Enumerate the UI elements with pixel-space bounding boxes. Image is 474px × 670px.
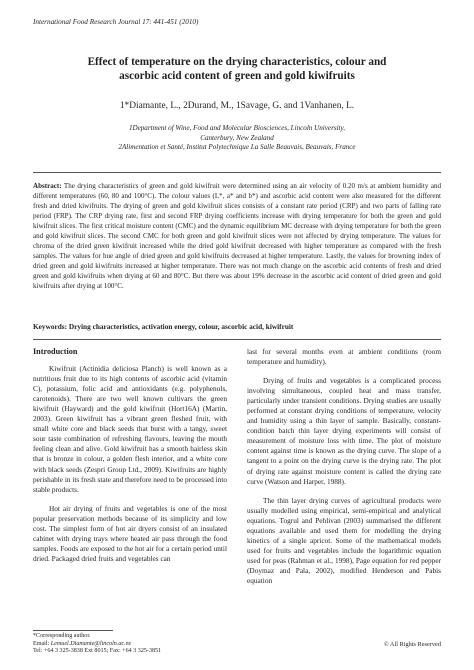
right-paragraph-2: Drying of fruits and vegetables is a complicated process involving simultaneous, coupled heat and mass transfer, particularly under transient conditions. Drying studies are usually performed at constant drying conditions of temperature, velocity and humidity using a thin layer of sample. Basically, constant-condition batch thin layer drying experiments will consist of measurement of moisture loss with time. The plot of moisture content against time is known as the drying curve. The slope of a tangent to a point on the drying curve is the drying rate. The plot of drying rate against moisture content is called the drying rate curve (Watson and Harper, 1988). — [247, 376, 441, 486]
abstract-text: The drying characteristics of green and gold kiwifruit were determined using an air velocity of 0.20 m/s at ambient humidity and different temperatures (60, 80 and 100°C). The colour values (L*, a* and b*) and ascorbic acid content were also measured for the different fresh and dried kiwifruits. The drying of green and gold kiwifruit slices consists of a constant rate period (CRP) and two parts of falling rate period (FRP). The CRP drying rate, first and second FRP drying coefficients increase with drying temperature for both the green and gold kiwifruit slices. The first critical moisture content (CMC) and the dynamic equilibrium MC decrease with drying temperature for both the green and gold kiwifruit slices. The second CMC for both green and gold kiwifruit slices were not affected by drying temperature. The values for chroma of the dried green kiwifruit increased while the dried gold kiwifruit decreased with higher temperature as compared with the fresh samples. The values for hue angle of dried green and gold kiwifruits decreased at higher temperature. Lastly, the values for browning index of dried green and gold kiwifruits increased at higher temperature. There was not much change on the ascorbic acid contents of fresh and dried green and gold kiwifruits when drying at 60 and 80°C. But there was about 19% decrease in the ascorbic acid content of dried green and gold kiwifruits after drying at 100°C. — [33, 182, 441, 291]
right-paragraph-1: last for several months even at ambient conditions (room temperature and humidity). — [247, 347, 441, 367]
section-heading-introduction: Introduction — [33, 347, 78, 356]
title-line-2: ascorbic acid content of green and gold kiwifruits — [119, 70, 355, 82]
footnote — [33, 633, 441, 656]
keywords: Keywords: Drying characteristics, activation energy, colour, ascorbic acid, kiwifruit — [33, 322, 294, 331]
corresponding-author: *Corresponding author. — [33, 633, 91, 639]
author-list: 1*Diamante, L., 2Durand, M., 1Savage, G. and 1Vanhanen, L. — [119, 101, 355, 111]
affiliation-line-2: Canterbury, New Zealand — [200, 133, 274, 142]
right-column — [247, 347, 441, 586]
affiliations — [40, 124, 434, 153]
abstract — [33, 181, 441, 292]
title-line-1: Effect of temperature on the drying characteristics, colour and — [87, 56, 387, 68]
paper-title — [40, 55, 434, 83]
footnote-rule — [33, 630, 113, 631]
intro-paragraph-1: Kiwifruit (Actinidia deliciosa Planch) is well known as a nutritious fruit due to its high contents of ascorbic acid (vitamin C), potassium, folic acid and antioxidants (e.g. polyphenols, carotenoids). There are two well known cultivars the green kiwifruit (Hayward) and the gold kiwifruit (Hort16A) (Martin, 2003). Green kiwifruit has a vibrant green fleshed fruit, with small white core and black seeds that burst with a tangy, sweet sour taste combination of refreshing flavours, leaving the mouth feeling clean and alive. Gold kiwifruit has a smooth hairless skin that is bronze in colour, a golden flesh interior, and a white core with black seeds (Zespri Group Ltd., 2009). Kiwifruits are highly perishable in its fresh state and therefore need to be processed into stable products. — [33, 364, 227, 494]
copyright-notice: © All Rights Reserved — [383, 641, 441, 648]
affiliation-line-3: 2Alimentation et Santé, Institut Polytechnique La Salle Beauvais, Beauvais, France — [118, 143, 356, 152]
abstract-top-rule — [33, 172, 441, 173]
left-column — [33, 347, 227, 564]
affiliation-line-1: 1Department of Wine, Food and Molecular Biosciences, Lincoln University, — [128, 124, 346, 132]
abstract-label: Abstract: — [33, 182, 62, 190]
journal-header: International Food Research Journal 17: 441-451 (2010) — [33, 18, 199, 26]
email-address: Lemuel.Diamante@lincoln.ac.nz — [50, 640, 132, 647]
intro-paragraph-2: Hot air drying of fruits and vegetables is one of the most popular preservation methods because of its simplicity and low cost. The simplest form of hot air dryers consist of an insulated cabinet with drying trays where heated air pass through the food samples. Foods are exposed to the hot air for a certain period until dried. Packaged dried fruits and vegetables can — [33, 503, 227, 563]
phone-fax: Tel: +64 3 325-3838 Ext 8015; Fax: +64 3 325-3851 — [33, 648, 162, 655]
email-line — [33, 641, 441, 649]
right-paragraph-3: The thin layer drying curves of agricultural products were usually modelled using empirical, semi-empirical and analytical equations. Togrul and Pehlivan (2003) summarised the different equations available and used them for modelling the drying kinetics of a single apricot. Some of the mathematical models used for fruits and vegetables include the logarithmic equation used for peas (Rahman et al., 1998), Page equation for red pepper (Doymaz and Pala, 2002), modified Henderson and Pabis equation — [247, 495, 441, 585]
email-label: Email: — [33, 640, 51, 647]
keywords-bottom-rule — [33, 339, 441, 340]
